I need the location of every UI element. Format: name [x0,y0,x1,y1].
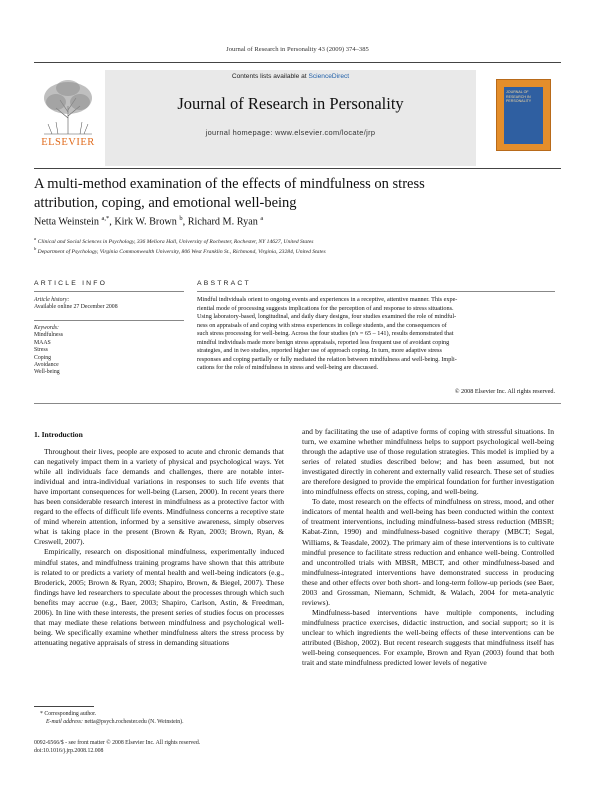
header-rule-bottom [34,168,561,169]
email-suffix: (N. Weinstein). [148,719,184,725]
author-name: Kirk W. Brown [114,216,177,228]
homepage-prefix: journal homepage: [205,128,276,137]
abstract-line: Using laboratory-based, longitudinal, and daily diary designs, four studies examined the role of mindful- [197,313,457,320]
affiliation-text: Clinical and Social Sciences in Psychology, 336 Meliora Hall, University of Rochester, Rochester, NY 14627, United States [37,238,314,245]
doi-line[interactable]: doi:10.1016/j.jrp.2008.12.008 [34,748,104,754]
author-name: Richard M. Ryan [187,216,258,228]
body-column-right [302,427,554,668]
abstract-line: responses and coping partially or fully mediated the relation between mindfulness and well-being. Impli- [197,355,457,363]
abstract-rule [197,291,555,292]
author-name: Netta Weinstein [34,216,99,228]
keyword-item: Stress [34,347,48,354]
email-address[interactable]: netta@psych.rochester.edu [84,719,147,725]
keywords-block [34,325,184,377]
contents-line [105,73,476,80]
abstract-line: cations for the role of mindfulness in stress and well-being are discussed. [197,364,379,371]
journal-cover-image [496,79,551,151]
author-affiliation-mark: a,* [101,215,110,222]
header-rule-top [34,62,561,63]
abstract-line: Mindful individuals orient to ongoing events and experiences in a receptive, attentive manner. This expe- [197,296,458,303]
abstract-text [197,296,555,373]
email-note [46,719,184,725]
body-paragraph: and by facilitating the use of adaptive forms of coping with stressful situations. In turn, we examine whether mindfulness helps to support psychological well-being through the adaptive use of those regulation strategies. This model is implied by a series of related studies described below; and has been assumed, but not investigated directly in coherent and externally valid research. These set of studies are therefore designed to provide the empirical foundation for further investigation into mindfulness effects on stress, coping, and well-being. [302,427,554,497]
footnote-rule [34,706,94,707]
body-paragraph: Mindfulness-based interventions have multiple components, including mindfulness practice exercises, didactic instruction, and social support; so it is unclear to which ingredients the well-being effects of these interventions can be attributed (Bishop, 2002). But recent research suggests that mindfulness itself has well-being consequences. For example, Brown and Ryan (2003) found that both trait and state mindfulness predicted lower levels of negative [302,607,554,668]
keywords-heading: Keywords: [34,325,59,331]
corresponding-author-note: * Corresponding author. [40,711,97,717]
masthead-panel [105,70,476,166]
homepage-url[interactable]: www.elsevier.com/locate/jrp [275,128,376,137]
author-affiliation-mark: a [260,215,264,222]
abstract-copyright: © 2008 Elsevier Inc. All rights reserved. [454,388,555,395]
elsevier-tree-logo [34,72,102,140]
author-list: Netta Weinstein $^{a,*}$, Kirk W. Brown $^b$, Richard M. Ryan $^a$ [34,215,264,228]
article-history-text: Available online 27 December 2008 [34,304,118,311]
publisher-name: ELSEVIER [41,137,95,148]
article-info-label: ARTICLE INFO [34,280,108,287]
affiliation-mark: b [34,246,37,251]
affiliation-mark: a [34,236,37,241]
article-info-rule [34,291,184,292]
affiliation [34,236,313,245]
abstract-line: ness on appraisals of and coping with stress experiences in college students, and the consequences of [197,321,447,329]
journal-cover-title: JOURNAL OF RESEARCH IN PERSONALITY [506,90,532,104]
body-paragraph: Throughout their lives, people are exposed to acute and chronic demands that can negatively impact them in a variety of physical and psychological ways. Yet while all individuals face demands and challenges, there are notable inter-individual and intra-individual variations in responses to such life events that have important consequences for well-being (Larsen, 2000). In recent years there has been considerable research interest in mindfulness as a protective factor with regard to the effects of difficult life events. Mindfulness concerns a receptive state of mind wherein attention, informed by a sensitive awareness, simply observes what is taking place in the present (Brown & Ryan, 2003; Brown, Ryan, & Creswell, 2007). [34,447,284,547]
journal-homepage [105,128,476,137]
abstract-label: ABSTRACT [197,280,251,287]
article-title [34,175,554,213]
keywords-rule [34,320,184,321]
keyword-item: Avoidance [34,362,59,369]
affiliation-text: Department of Psychology, Virginia Commonwealth University, 806 West Franklin St., Richmond, Virginia, 23284, United States [37,248,326,255]
article-title-line-2: attribution, coping, and emotional well-being [34,195,297,211]
abstract-line: strategies, and in two studies, reported higher use of approach coping. In turn, more adaptive stress [197,347,442,354]
section-heading-introduction: 1. Introduction [34,430,83,439]
keyword-item: Mindfulness [34,332,63,339]
author-affiliation-mark: b [179,215,183,222]
contents-prefix: Contents lists available at [231,73,309,80]
body-paragraph: To date, most research on the effects of mindfulness on stress, mood, and other indicators of mental health and well-being has been conducted within the context of treatment interventions, including mindfulness-based stress reduction (MBSR; Kabat-Zinn, 1990) and mindfulness-based cognitive therapy (MBCT; Segal, Williams, & Teasdale, 2002). The primary aim of these interventions is to cultivate mindful presence to facilitate stress reduction and enhance well-being. Controlled and uncontrolled trials with MBSR, MBCT, and other mindfulness-based and mindfulness-integrated interventions have demonstrated success in producing these and other effects over both short- and long-term follow-up periods (see Baer, 2003 and Grossman, Niemann, Schmidt, & Walach, 2004 for meta-analytic reviews). [302,497,554,607]
abstract-bottom-rule [34,403,561,404]
journal-title: Journal of Research in Personality [177,94,404,113]
body-column-left [34,447,284,648]
email-label: E-mail address: [46,719,83,725]
keyword-item: MAAS [34,339,51,346]
sciencedirect-link[interactable]: ScienceDirect [308,73,350,80]
body-paragraph: Empirically, research on dispositional mindfulness, experimentally induced mindful states, and mindfulness training programs have shown that this attribute is related to or predicts a variety of mental health and well-being indicators (e.g., Broderick, 2005; Brown & Ryan, 2003; Shapiro, Brown, & Biegel, 2007). These findings have led researchers to speculate about the processes through which such benefits may accrue (e.g., Baer, 2003; Shapiro, Carlson, Astin, & Freedman, 2006). In line with these interests, the present series of studies focus on processes that may mediate these relations between mindfulness and psychological well-being. We specifically examine whether mindfulness alters the stress process by attenuating negative appraisals of stress in demanding situations [34,547,284,647]
keyword-item: Well-being [34,369,60,376]
keyword-item: Coping [34,354,52,361]
affiliation [34,246,326,255]
abstract-line: such stress processing for well-being. Across the four studies (n's = 65 – 141), results demonstrated that [197,330,454,337]
issn-line: 0092-6566/$ - see front matter © 2008 Elsevier Inc. All rights reserved. [34,740,201,746]
journal-reference: Journal of Research in Personality 43 (2009) 374–385 [226,46,369,53]
abstract-line: mindful individuals made more benign stress appraisals, reported less frequent use of avoidant coping [197,338,450,346]
article-history-heading: Article history: [34,297,70,303]
article-history [34,297,184,312]
abstract-line: riential mode of processing suggests implications for the perception of and response to stress situations. [197,304,454,312]
article-title-line-1: A multi-method examination of the effects of mindfulness on stress [34,176,425,192]
